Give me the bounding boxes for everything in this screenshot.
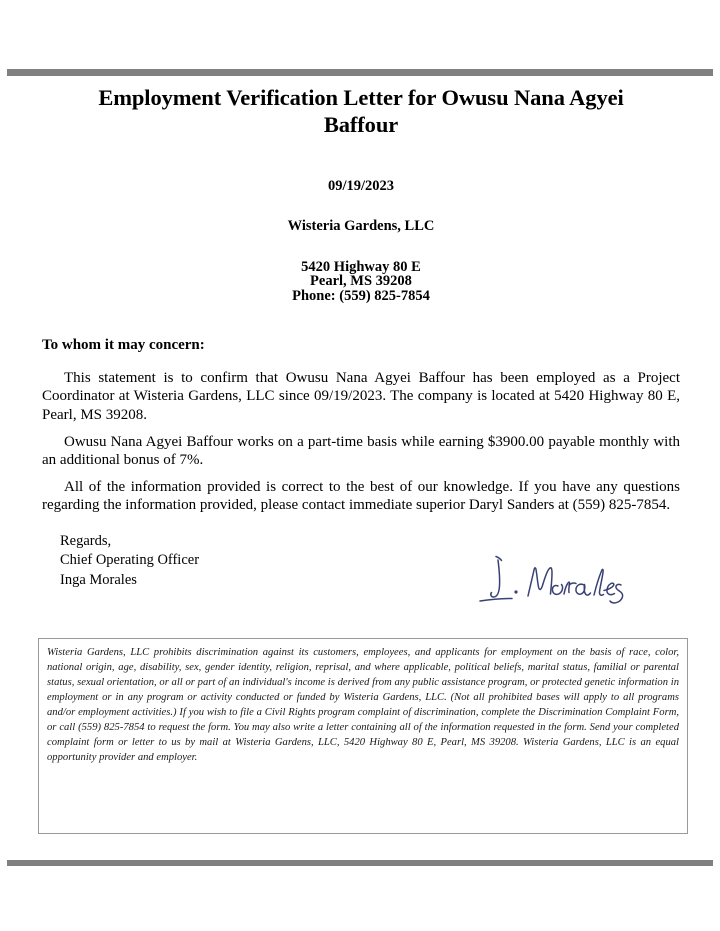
address-line-1: 5420 Highway 80 E: [301, 258, 421, 275]
company-phone: Phone: (559) 825-7854: [292, 287, 430, 304]
disclaimer-text: Wisteria Gardens, LLC prohibits discrimination against its customers, employees, and applicants for employment on the basis of race, color, national origin, age, disability, sex, gender identity, religion, reprisal, and where applicable, political beliefs, marital status, familial or parental status, sexual orientation, or all or part of an individual's income is derived from any public assistance program, or protected genetic information in employment or in any program or activity conducted or funded by Wisteria Gardens, LLC. (Not all prohibited bases will apply to all programs and/or employment activities.) If you wish to file a Civil Rights program complaint of discrimination, complete the Discrimination Complaint Form, or call (559) 825-7854 to request the form. You may also write a letter containing all of the information requested in the form. Send your completed complaint form or letter to us by mail at Wisteria Gardens, LLC, 5420 Highway 80 E, Pearl, MS 39208. Wisteria Gardens, LLC is an equal opportunity provider and employer.: [47, 647, 679, 764]
company-name: Wisteria Gardens, LLC: [287, 218, 435, 235]
closing-block: [42, 532, 680, 606]
letter-content: [42, 84, 680, 606]
body-paragraph-3: All of the information provided is correct to the best of our knowledge. If you have any questions regarding the information provided, please contact immediate superior Daryl Sanders at (559) 825-7854.: [42, 478, 680, 514]
footer-rule: [7, 860, 713, 866]
page-title: Employment Verification Letter for Owusu Nana Agyei Baffour: [98, 85, 624, 138]
header-rule: [7, 69, 713, 76]
closing-regards: Regards,: [60, 533, 112, 550]
address-line-2: Pearl, MS 39208: [310, 273, 412, 290]
body-paragraph-1: This statement is to confirm that Owusu Nana Agyei Baffour has been employed as a Project Coordinator at Wisteria Gardens, LLC since 09/19/2023. The company is located at 5420 Highway 80 E, Pearl, MS 39208.: [42, 369, 680, 424]
letterhead-block: [42, 179, 680, 304]
signer-name: Inga Morales: [60, 571, 137, 588]
salutation: To whom it may concern:: [42, 337, 205, 354]
letter-date: 09/19/2023: [327, 177, 395, 194]
company-address: [42, 260, 680, 304]
closing-lines: [42, 532, 680, 590]
body-paragraph-2: Owusu Nana Agyei Baffour works on a part-time basis while earning $3900.00 payable monthly with an additional bonus of 7%.: [42, 433, 680, 469]
signer-job-title: Chief Operating Officer: [60, 552, 200, 569]
nondiscrimination-disclaimer-box: [38, 638, 688, 834]
